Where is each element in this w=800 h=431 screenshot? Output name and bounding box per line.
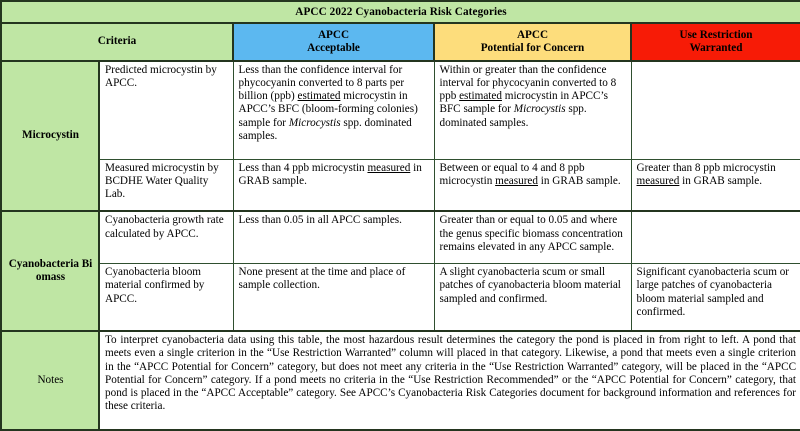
criteria-cell: Cyanobacteria growth rate calculated by APCC. [99,211,233,263]
acceptable-cell: Less than 4 ppb microcystin measured in GRAB sample. [233,159,434,211]
restriction-cell [631,61,800,159]
criteria-cell: Cyanobacteria bloom material confirmed by APCC. [99,264,233,332]
header-apcc-acceptable-line2: Acceptable [307,42,360,55]
concern-cell: A slight cyanobacteria scum or small patches of cyanobacteria bloom material sampled and confirmed. [434,264,631,332]
section-label-microcystin: Microcystin [1,61,99,211]
header-apcc-acceptable-line1: APCC [317,28,350,41]
notes-label: Notes [1,331,99,430]
header-apcc-concern-line1: APCC [516,28,549,41]
notes-row [1,331,800,430]
column-header-row [1,23,800,61]
concern-cell: Greater than or equal to 0.05 and where the genus specific biomass concentration remains elevated in any APCC sample. [434,211,631,263]
concern-cell: Within or greater than the confidence interval for phycocyanin converted to 8 ppb estimated microcystin in APCC’s BFC sample for Microcystis spp. dominated samples. [434,61,631,159]
table-row [1,264,800,332]
header-use-restriction-line1: Use Restriction [679,28,753,41]
header-use-restriction-line2: Warranted [689,42,743,55]
table-row [1,159,800,211]
page-title: APCC 2022 Cyanobacteria Risk Categories [1,1,800,23]
notes-text: To interpret cyanobacteria data using this table, the most hazardous result determines the category the pond is placed in from right to left. A pond that meets even a single criterion in the “Use Restriction Warranted” column will placed in that category. Likewise, a pond that meets even a single criterion in the “APCC Potential for Concern” category, but does not meet any criteria in the “Use Restriction Warranted” category, will be placed in the “APCC Potential for Concern” category. If a pond meets no criteria in the “Use Restriction Recommended” or the “APCC Potential for Concern” category, that pond is placed in the “APCC Acceptable” category. See APCC’s Cyanobacteria Risk Categories document for background information and references for these criteria. [99,331,800,430]
concern-cell: Between or equal to 4 and 8 ppb microcystin measured in GRAB sample. [434,159,631,211]
header-use-restriction-warranted [631,23,800,61]
header-apcc-potential-for-concern [434,23,631,61]
acceptable-cell: Less than the confidence interval for phycocyanin converted to 8 parts per billion (ppb) estimated microcystin in APCC’s BFC (bloom-forming colonies) sample for Microcystis spp. dominated samples. [233,61,434,159]
header-apcc-concern-line2: Potential for Concern [480,42,585,55]
acceptable-cell: None present at the time and place of sample collection. [233,264,434,332]
header-criteria: Criteria [1,23,233,61]
section-label-cyanobacteria-biomass: Cyanobacteria Biomass [1,211,99,331]
header-apcc-acceptable [233,23,434,61]
restriction-cell: Greater than 8 ppb microcystin measured in GRAB sample. [631,159,800,211]
criteria-cell: Predicted microcystin by APCC. [99,61,233,159]
table-row [1,211,800,263]
acceptable-cell: Less than 0.05 in all APCC samples. [233,211,434,263]
table-title-row [1,1,800,23]
criteria-cell: Measured microcystin by BCDHE Water Quality Lab. [99,159,233,211]
restriction-cell: Significant cyanobacteria scum or large patches of cyanobacteria bloom material sampled and confirmed. [631,264,800,332]
restriction-cell [631,211,800,263]
table-row [1,61,800,159]
